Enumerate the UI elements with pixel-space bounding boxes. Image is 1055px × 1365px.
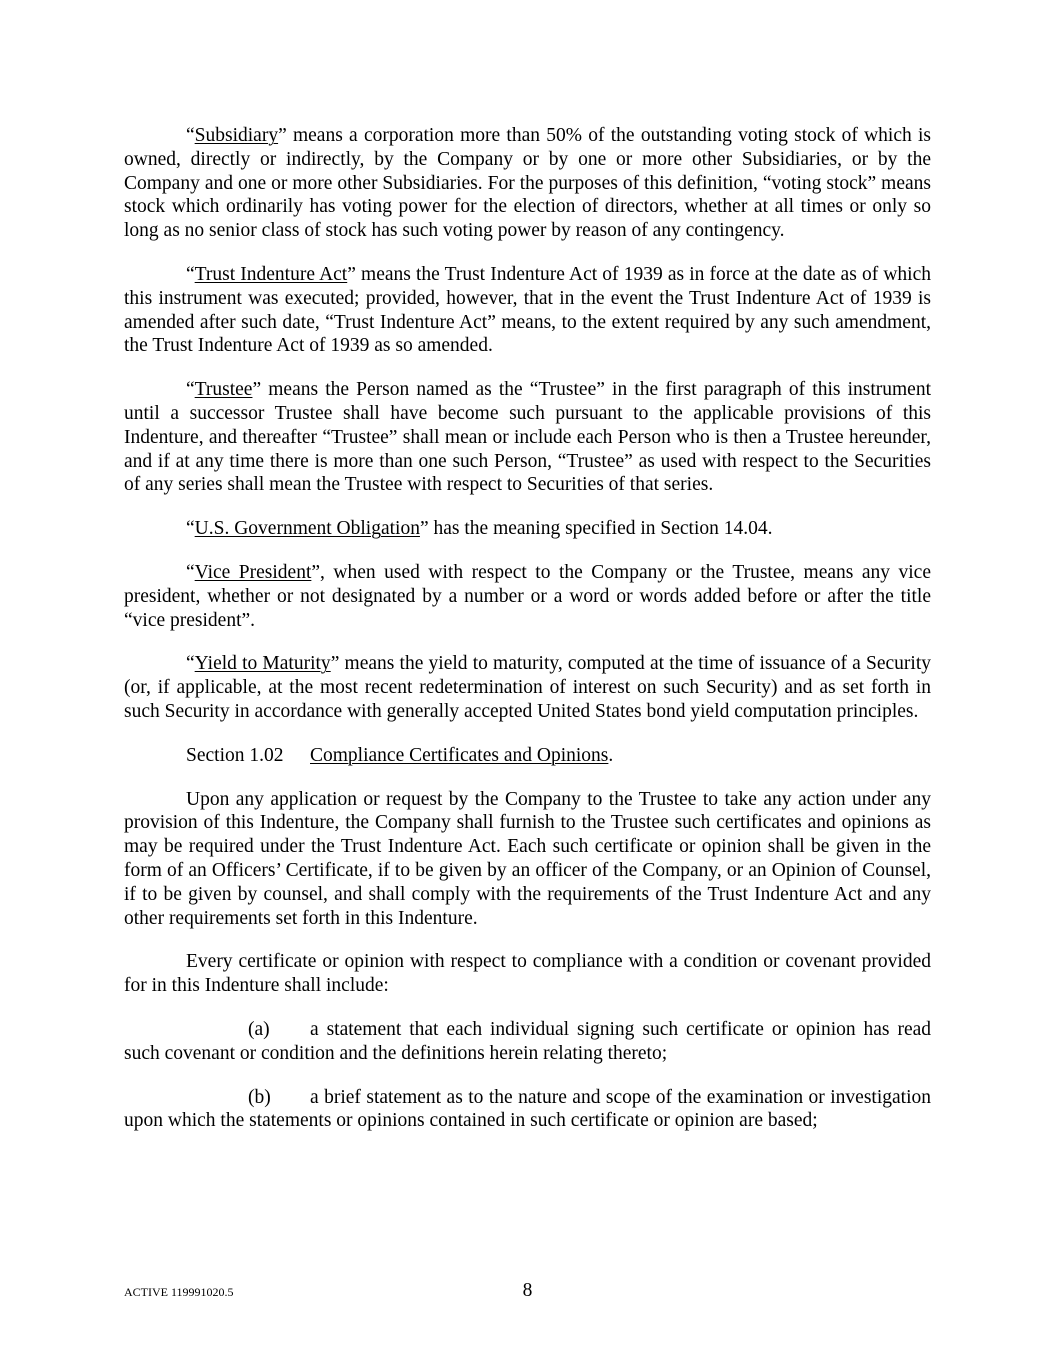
definition-trustee: “Trustee” means the Person named as the “Trustee” in the first paragraph of this instrument until a successor Trustee shall have become such pursuant to the applicable provisions of this Indenture, and thereafter “Trustee” shall mean or include each Person who is then a Trustee hereunder, and if at any time there is more than one such Person, “Trustee” as used with respect to the Securities of any series shall mean the Trustee with respect to Securities of that series.: [124, 379, 931, 496]
definition-trust-indenture-act: “Trust Indenture Act” means the Trust Indenture Act of 1939 as in force at the date as of which this instrument was executed; provided, however, that in the event the Trust Indenture Act of 1939 is amended after such date, “Trust Indenture Act” means, to the extent required by any such amendment, the Trust Indenture Act of 1939 as so amended.: [124, 263, 931, 357]
defined-term: Trustee: [194, 379, 253, 401]
defined-term: Yield to Maturity: [194, 653, 331, 675]
list-item-a: (a) a statement that each individual signing such certificate or opinion has read such covenant or condition and the definitions herein relating thereto;: [124, 1018, 931, 1064]
paragraph-every-certificate: Every certificate or opinion with respect to compliance with a condition or covenant provided for in this Indenture shall include:: [124, 951, 931, 997]
page-number: 8: [522, 1280, 533, 1301]
document-id: ACTIVE 119991020.5: [124, 1285, 234, 1299]
section-title: Compliance Certificates and Opinions: [310, 744, 609, 766]
list-item-label: (b): [248, 1086, 271, 1108]
section-number: Section 1.02: [186, 744, 284, 766]
definition-yield-to-maturity: “Yield to Maturity” means the yield to maturity, computed at the time of issuance of a Security (or, if applicable, at the most recent redetermination of interest on such Security) and as set forth in such Security in accordance with generally accepted United States bond yield computation principles.: [124, 653, 931, 722]
defined-term: Subsidiary: [194, 125, 279, 146]
list-item-label: (a): [248, 1018, 270, 1040]
document-page: [124, 124, 931, 1133]
defined-term: Trust Indenture Act: [194, 263, 348, 285]
definition-subsidiary: “Subsidiary” means a corporation more than 50% of the outstanding voting stock of which is owned, directly or indirectly, by the Company or by one or more other Subsidiaries, or by the Company and one or more other Subsidiaries. For the purposes of this definition, “voting stock” means stock which ordinarily has voting power for the election of directors, whether at all times or only so long as no senior class of stock has such voting power by reason of any contingency.: [124, 125, 931, 242]
section-heading: Section 1.02 Compliance Certificates and Opinions.: [186, 744, 614, 766]
definition-us-government-obligation: “U.S. Government Obligation” has the meaning specified in Section 14.04.: [186, 518, 773, 540]
defined-term: Vice President: [194, 561, 312, 583]
defined-term: U.S. Government Obligation: [194, 518, 420, 540]
definition-vice-president: “Vice President”, when used with respect to the Company or the Trustee, means any vice president, whether or not designated by a number or a word or words added before or after the title “vice president”.: [124, 561, 931, 631]
list-item-b: (b) a brief statement as to the nature and scope of the examination or investigation upon which the statements or opinions contained in such certificate or opinion are based;: [124, 1086, 931, 1132]
paragraph-upon-application: Upon any application or request by the Company to the Trustee to take any action under any provision of this Indenture, the Company shall furnish to the Trustee such certificates and opinions as may be required under the Trust Indenture Act. Each such certificate or opinion shall be given in the form of an Officers’ Certificate, if to be given by an officer of the Company, or an Opinion of Counsel, if to be given by counsel, and shall comply with the requirements of the Trust Indenture Act and any other requirements set forth in this Indenture.: [124, 788, 931, 929]
